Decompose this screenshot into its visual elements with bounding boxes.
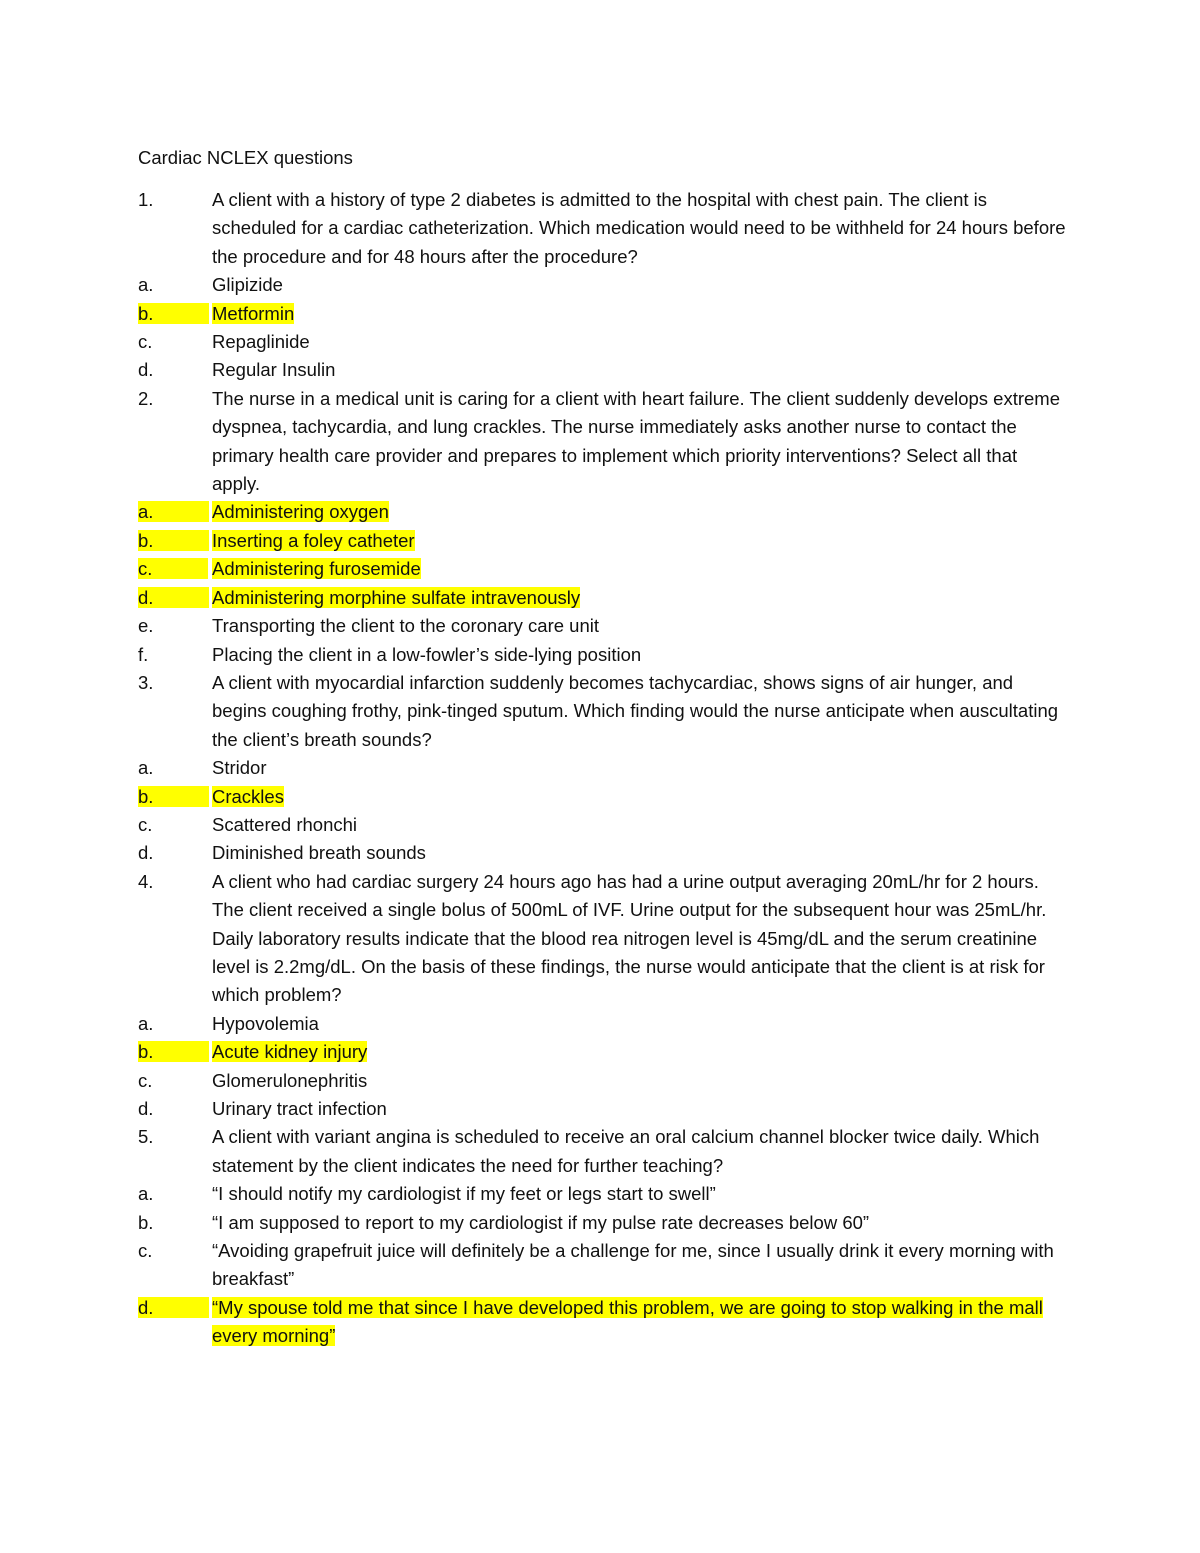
answer-option-highlighted — [138, 555, 1068, 583]
question-text — [212, 868, 1068, 1010]
entry-text: Glomerulonephritis — [212, 1069, 368, 1091]
entry-text: The nurse in a medical unit is caring for a client with heart failure. The client suddenly develops extreme dyspnea, tachycardia, and lung crackles. The nurse immediately asks another nurse to contact the primary health care provider and prepares to implement which priority interventions? Select all that apply. — [212, 387, 1061, 495]
answer-option-highlighted — [138, 1038, 1068, 1066]
list-marker-text: d. — [138, 842, 154, 864]
answer-option — [138, 839, 1068, 867]
answer-option — [138, 612, 1068, 640]
list-marker-text: e. — [138, 615, 154, 637]
list-marker — [138, 612, 212, 640]
answer-option-highlighted — [138, 527, 1068, 555]
list-marker — [138, 1095, 212, 1123]
entry-text: Urinary tract infection — [212, 1098, 387, 1119]
question-text — [212, 669, 1068, 754]
list-marker-text: c. — [138, 1069, 153, 1091]
list-marker — [138, 669, 212, 697]
answer-option-highlighted — [138, 1294, 1068, 1351]
option-text — [212, 584, 1068, 612]
answer-option — [138, 356, 1068, 384]
answer-option-highlighted — [138, 584, 1068, 612]
list-marker-text: 1. — [138, 189, 154, 210]
entry-text: Inserting a foley catheter — [212, 529, 415, 551]
entry-text: Transporting the client to the coronary care unit — [212, 615, 599, 637]
list-marker — [138, 385, 212, 413]
list-marker — [138, 1237, 212, 1265]
list-marker — [138, 1294, 212, 1322]
entry-text: A client with variant angina is scheduled to receive an oral calcium channel blocker twice daily. Which statement by the client indicates the need for further teaching? — [212, 1126, 1040, 1176]
answer-option-highlighted — [138, 783, 1068, 811]
list-marker — [138, 1209, 212, 1237]
list-marker — [138, 300, 212, 328]
list-marker — [138, 754, 212, 782]
list-marker — [138, 271, 212, 299]
entry-text: A client with myocardial infarction suddenly becomes tachycardiac, shows signs of air hunger, and begins coughing frothy, pink-tinged sputum. Which finding would the nurse anticipate when auscultating the client’s breath sounds? — [212, 671, 1059, 750]
answer-option — [138, 811, 1068, 839]
list-marker — [138, 584, 212, 612]
answer-option-highlighted — [138, 498, 1068, 526]
entry-text: A client with a history of type 2 diabetes is admitted to the hospital with chest pain. The client is scheduled for a cardiac catheterization. Which medication would need to be withheld for 24 hours before the procedure and for 48 hours after the procedure? — [212, 189, 1066, 267]
answer-option — [138, 1010, 1068, 1038]
question-text — [212, 186, 1068, 271]
list-marker — [138, 783, 212, 811]
option-text — [212, 612, 1068, 640]
list-marker-text: c. — [138, 331, 153, 353]
option-text — [212, 300, 1068, 328]
list-marker — [138, 1067, 212, 1095]
list-marker — [138, 641, 212, 669]
list-marker — [138, 868, 212, 896]
option-text — [212, 1095, 1068, 1123]
list-marker-text: 3. — [138, 671, 154, 693]
list-marker-text: a. — [138, 1183, 154, 1205]
question-item — [138, 186, 1068, 271]
answer-option — [138, 1180, 1068, 1208]
option-text — [212, 1209, 1068, 1237]
list-marker-text: 4. — [138, 870, 154, 892]
list-marker-text: b. — [138, 303, 209, 324]
entry-text: “I am supposed to report to my cardiologist if my pulse rate decreases below 60” — [212, 1211, 870, 1233]
entry-text: Diminished breath sounds — [212, 842, 426, 864]
option-text — [212, 754, 1068, 782]
answer-option — [138, 1237, 1068, 1294]
list-marker — [138, 356, 212, 384]
option-text — [212, 1294, 1068, 1351]
entry-text: Administering morphine sulfate intravenously — [212, 586, 581, 608]
entry-text: Crackles — [212, 785, 284, 807]
entry-text: Administering furosemide — [212, 558, 421, 580]
option-text — [212, 1067, 1068, 1095]
option-text — [212, 1038, 1068, 1066]
entry-text: Stridor — [212, 757, 267, 779]
option-text — [212, 811, 1068, 839]
list-marker-text: 2. — [138, 387, 154, 409]
option-text — [212, 839, 1068, 867]
list-marker-text: d. — [138, 1098, 154, 1119]
list-marker — [138, 1010, 212, 1038]
answer-option — [138, 1067, 1068, 1095]
entry-text: Regular Insulin — [212, 359, 336, 381]
list-marker — [138, 186, 212, 214]
answer-option — [138, 1095, 1068, 1123]
option-text — [212, 555, 1068, 583]
list-marker — [138, 839, 212, 867]
entry-text: “I should notify my cardiologist if my feet or legs start to swell” — [212, 1183, 716, 1205]
answer-option — [138, 1209, 1068, 1237]
answer-option-highlighted — [138, 300, 1068, 328]
list-marker-text: 5. — [138, 1126, 154, 1148]
entry-text: Glipizide — [212, 274, 283, 296]
entry-text: A client who had cardiac surgery 24 hours ago has had a urine output averaging 20mL/hr for 2 hours. The client received a single bolus of 500mL of IVF. Urine output for the subsequent hour was 25mL/hr. Daily laboratory results indicate that the blood rea nitrogen level is 45mg/dL and the serum creatinine level is 2.2mg/dL. On the basis of these findings, the nurse would anticipate that the client is at risk for which problem? — [212, 870, 1047, 1006]
list-marker-text: d. — [138, 359, 154, 381]
list-marker-text: c. — [138, 558, 208, 579]
option-text — [212, 1180, 1068, 1208]
entry-text: “My spouse told me that since I have developed this problem, we are going to stop walking in the mall every morning” — [212, 1296, 1043, 1347]
question-text — [212, 385, 1068, 499]
answer-option — [138, 271, 1068, 299]
list-marker-text: a. — [138, 274, 154, 296]
entry-text: Metformin — [212, 302, 295, 324]
list-marker — [138, 328, 212, 356]
answer-option — [138, 641, 1068, 669]
entry-text: Administering oxygen — [212, 501, 389, 523]
option-text — [212, 356, 1068, 384]
answer-option — [138, 754, 1068, 782]
question-item — [138, 868, 1068, 1010]
entry-text: Hypovolemia — [212, 1012, 319, 1034]
answer-option — [138, 328, 1068, 356]
list-marker — [138, 1123, 212, 1151]
option-text — [212, 1010, 1068, 1038]
list-marker-text: b. — [138, 1041, 209, 1062]
list-marker — [138, 811, 212, 839]
option-text — [212, 1237, 1068, 1294]
question-item — [138, 385, 1068, 499]
list-marker — [138, 1180, 212, 1208]
option-text — [212, 328, 1068, 356]
list-marker — [138, 527, 212, 555]
list-marker-text: c. — [138, 813, 153, 835]
list-marker-text: d. — [138, 1297, 209, 1318]
option-text — [212, 527, 1068, 555]
list-marker-text: c. — [138, 1240, 153, 1262]
list-marker-text: a. — [138, 501, 209, 522]
list-marker-text: a. — [138, 1012, 154, 1034]
option-text — [212, 783, 1068, 811]
option-text — [212, 498, 1068, 526]
option-text — [212, 641, 1068, 669]
list-marker-text: a. — [138, 757, 154, 779]
option-text — [212, 271, 1068, 299]
list-marker-text: f. — [138, 643, 149, 665]
entry-text: Placing the client in a low-fowler’s side-lying position — [212, 643, 642, 665]
question-item — [138, 669, 1068, 754]
question-item — [138, 1123, 1068, 1180]
list-marker-text: b. — [138, 1211, 154, 1233]
list-marker-text: b. — [138, 786, 209, 807]
list-marker — [138, 498, 212, 526]
entry-text: “Avoiding grapefruit juice will definitely be a challenge for me, since I usually drink it every morning with breakfast” — [212, 1240, 1054, 1290]
document-title: Cardiac NCLEX questions — [138, 147, 353, 168]
question-list — [138, 186, 1068, 1351]
list-marker — [138, 555, 212, 583]
entry-text: Repaglinide — [212, 331, 310, 353]
list-marker — [138, 1038, 212, 1066]
list-marker-text: b. — [138, 530, 209, 551]
question-text — [212, 1123, 1068, 1180]
entry-text: Scattered rhonchi — [212, 813, 358, 835]
list-marker-text: d. — [138, 587, 209, 608]
entry-text: Acute kidney injury — [212, 1041, 368, 1063]
